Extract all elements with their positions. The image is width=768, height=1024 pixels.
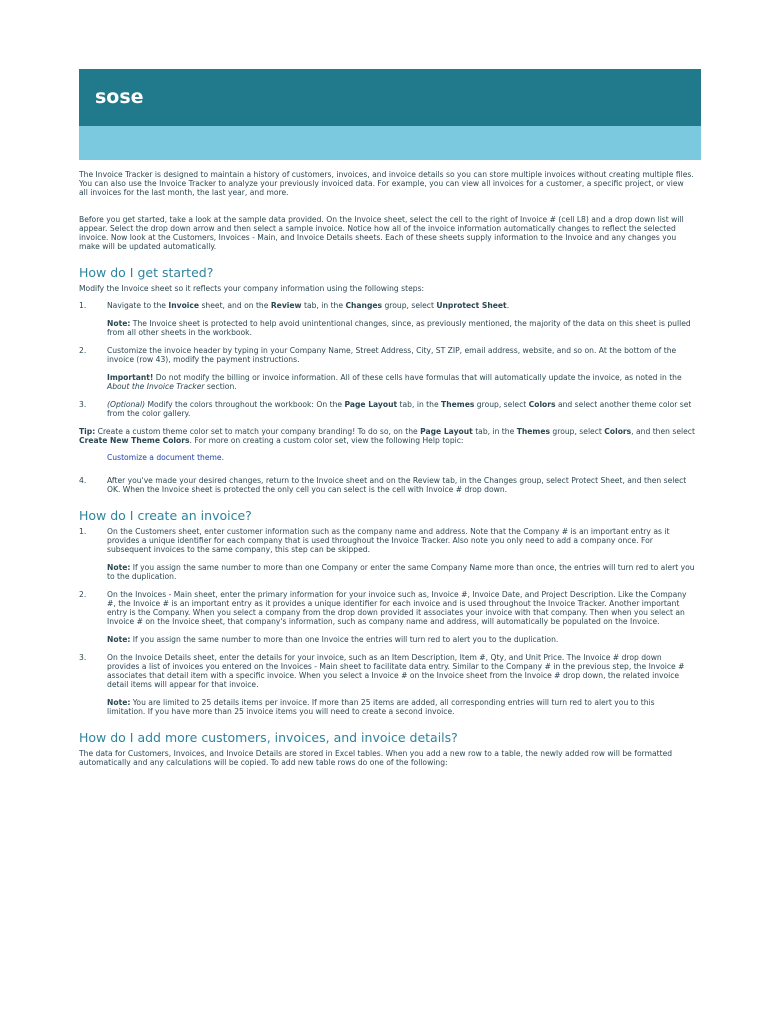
tip: Tip: Create a custom theme color set to match your company branding! To do so, on the Page Layout tab, in the Themes group, select Colors, and then select Create New Theme Colors. For more on creating a custom color set, view the following Help topic: xyxy=(79,427,695,445)
section-heading: How do I add more customers, invoices, and invoice details? xyxy=(79,730,458,745)
step-item: 3. On the Invoice Details sheet, enter the details for your invoice, such as an Item Description, Item #, Qty, and Unit Price. The Invoice # drop down provides a list of invoices you entered on the Invoices - Main sheet to facilitate data entry. Similar to the Company # in the previous step, the Invoice # associates that detail item with a specific invoice. When you select a Invoice # on the Invoice sheet from the Invoice # drop down, the related invoice detail items will appear for that invoice. xyxy=(79,653,685,689)
step-item: 2. On the Invoices - Main sheet, enter the primary information for your invoice such as, Invoice #, Invoice Date, and Project Description. Like the Company #, the Invoice # is an important entry as it provides a unique identifier for each invoice and is used throughout the Invoice Tracker. Another important entry is the Company. When you select a company from the drop down provided it associates your invoice with that company. Then when you select an Invoice # on the Invoice sheet, that company's information, such as company name and address, will automatically be populated on the Invoice. xyxy=(79,590,687,626)
section-paragraph: The data for Customers, Invoices, and Invoice Details are stored in Excel tables. When you add a new row to a table, the newly added row will be formatted automatically and any calculations will be copied. To add new table rows do one of the following: xyxy=(79,749,673,767)
important-note: Important! Do not modify the billing or invoice information. All of these cells have formulas that will automatically update the invoice, as noted in the About the Invoice Tracker section. xyxy=(107,373,682,391)
title-banner xyxy=(79,69,701,126)
help-topic-link[interactable]: Customize a document theme. xyxy=(107,453,225,462)
step-number: 2. xyxy=(79,590,87,599)
step-item: 2. Customize the invoice header by typing in your Company Name, Street Address, City, ST ZIP, email address, website, and so on. At the bottom of the invoice (row 43), modify the payment instructions. xyxy=(79,346,677,364)
step-item: 1. Navigate to the Invoice sheet, and on the Review tab, in the Changes group, select Unprotect Sheet. xyxy=(79,301,510,310)
note: Note: The Invoice sheet is protected to help avoid unintentional changes, since, as previously mentioned, the majority of the data on this sheet is pulled from all other sheets in the workbook. xyxy=(107,319,691,337)
section-heading: How do I get started? xyxy=(79,265,214,280)
step-number: 1. xyxy=(79,301,87,310)
step-number: 3. xyxy=(79,400,87,409)
step-item: 4. After you've made your desired changes, return to the Invoice sheet and on the Review tab, in the Changes group, select Protect Sheet, and then select OK. When the Invoice sheet is protected the only cell you can select is the cell with Invoice # drop down. xyxy=(79,476,687,494)
section-lead: Modify the Invoice sheet so it reflects your company information using the following steps: xyxy=(79,284,425,293)
subtitle-band xyxy=(79,126,701,160)
document-body xyxy=(79,170,695,767)
note: Note: If you assign the same number to more than one Company or enter the same Company Name more than once, the entries will turn red to alert you to the duplication. xyxy=(107,563,695,581)
note: Note: You are limited to 25 details items per invoice. If more than 25 items are added, all corresponding entries will turn red to alert you to this limitation. If you have more than 25 invoice items you will need to create a second invoice. xyxy=(107,698,655,716)
intro-paragraph: The Invoice Tracker is designed to maintain a history of customers, invoices, and invoice details so you can store multiple invoices without creating multiple files. You can also use the Invoice Tracker to analyze your previously invoiced data. For example, you can view all invoices for a customer, a specific project, or view all invoices for the last month, the last year, and more. xyxy=(79,170,694,197)
step-item: 3. (Optional) Modify the colors throughout the workbook: On the Page Layout tab, in the Themes group, select Colors and select another theme color set from the color gallery. xyxy=(79,400,692,418)
step-number: 3. xyxy=(79,653,87,662)
step-number: 1. xyxy=(79,527,87,536)
intro-paragraph: Before you get started, take a look at the sample data provided. On the Invoice sheet, select the cell to the right of Invoice # (cell L8) and a drop down list will appear. Select the drop down arrow and then select a sample invoice. Notice how all of the invoice information automatically changes to reflect the selected invoice. Now look at the Customers, Invoices - Main, and Invoice Details sheets. Each of these sheets supply information to the Invoice and any changes you make will be updated automatically. xyxy=(79,215,684,251)
note: Note: If you assign the same number to more than one Invoice the entries will turn red to alert you to the duplication. xyxy=(107,635,559,644)
step-number: 2. xyxy=(79,346,87,355)
step-number: 4. xyxy=(79,476,87,485)
section-heading: How do I create an invoice? xyxy=(79,508,252,523)
step-item: 1. On the Customers sheet, enter customer information such as the company name and address. Note that the Company # is an important entry as it provides a unique identifier for each company that is used throughout the Invoice Tracker. Also note you only need to add a company once. For subsequent invoices to the same company, this step can be skipped. xyxy=(79,527,670,554)
banner-title: sose xyxy=(95,86,144,108)
